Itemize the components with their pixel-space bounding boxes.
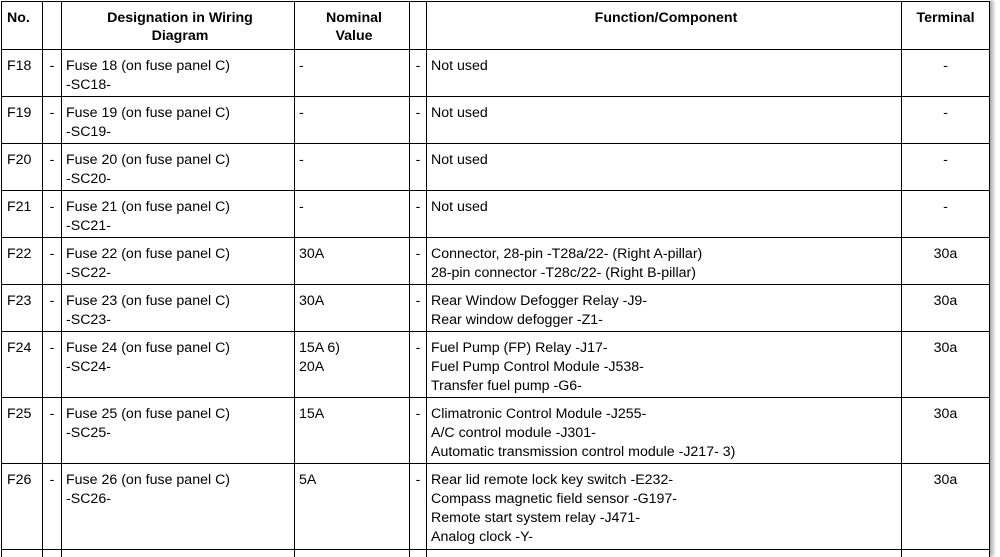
table-body [2, 50, 990, 557]
table-row [2, 97, 990, 144]
nominal-value-line: - [299, 58, 304, 74]
function-component [427, 238, 902, 285]
function-component [427, 398, 902, 464]
designation-code: -SC18- [66, 77, 111, 93]
table-row [2, 50, 990, 97]
separator-dash: - [43, 464, 62, 550]
nominal-value [295, 97, 410, 144]
designation [62, 144, 295, 191]
empty-cell [2, 550, 43, 557]
designation-code: -SC24- [66, 359, 111, 375]
designation-code: -SC19- [66, 124, 111, 140]
designation-line: Fuse 26 (on fuse panel C) [66, 472, 231, 488]
function-line: Rear Window Defogger Relay -J9- [431, 293, 648, 309]
separator-dash: - [43, 50, 62, 97]
function-line: 28-pin connector -T28c/22- (Right B-pillar) [431, 265, 696, 281]
designation-line: Fuse 20 (on fuse panel C) [66, 152, 231, 168]
function-component [427, 50, 902, 97]
nominal-value [295, 464, 410, 550]
function-component [427, 285, 902, 332]
function-component [427, 191, 902, 238]
nominal-value-line: - [299, 152, 304, 168]
separator-dash: - [43, 332, 62, 398]
designation [62, 238, 295, 285]
empty-cell [427, 550, 902, 557]
header-designation [62, 2, 295, 50]
fuse-number: F18 [2, 50, 43, 97]
empty-cell [43, 550, 62, 557]
separator-dash: - [410, 50, 427, 97]
designation-line: Fuse 22 (on fuse panel C) [66, 246, 231, 262]
function-line: Analog clock -Y- [431, 529, 533, 545]
table-row [2, 285, 990, 332]
separator-dash: - [410, 332, 427, 398]
terminal: - [902, 97, 990, 144]
function-component [427, 144, 902, 191]
designation-line: Fuse 25 (on fuse panel C) [66, 406, 231, 422]
separator-dash: - [43, 285, 62, 332]
separator-dash: - [410, 238, 427, 285]
terminal: - [902, 191, 990, 238]
function-line: Automatic transmission control module -J217- 3) [431, 444, 736, 460]
separator-dash: - [410, 464, 427, 550]
function-line: Fuel Pump (FP) Relay -J17- [431, 340, 608, 356]
terminal: 30a [902, 464, 990, 550]
designation-line: Fuse 24 (on fuse panel C) [66, 340, 231, 356]
nominal-value [295, 285, 410, 332]
designation-code: -SC23- [66, 312, 111, 328]
empty-cell [62, 550, 295, 557]
designation-line: Fuse 21 (on fuse panel C) [66, 199, 231, 215]
function-line: Connector, 28-pin -T28a/22- (Right A-pillar) [431, 246, 703, 262]
terminal: - [902, 50, 990, 97]
terminal: 30a [902, 332, 990, 398]
header-function: Function/Component [427, 2, 902, 50]
designation-code: -SC22- [66, 265, 111, 281]
fuse-number: F22 [2, 238, 43, 285]
separator-dash: - [410, 191, 427, 238]
designation [62, 191, 295, 238]
table-row [2, 191, 990, 238]
header-designation-line2: Diagram [151, 28, 209, 44]
terminal: 30a [902, 398, 990, 464]
fuse-number: F24 [2, 332, 43, 398]
designation-line: Fuse 23 (on fuse panel C) [66, 293, 231, 309]
terminal: - [902, 144, 990, 191]
header-separator [43, 2, 62, 50]
designation [62, 97, 295, 144]
table-row-partial [2, 550, 990, 557]
header-no: No. [2, 2, 43, 50]
fuse-number: F21 [2, 191, 43, 238]
designation-code: -SC21- [66, 218, 111, 234]
fuse-number: F20 [2, 144, 43, 191]
nominal-value [295, 50, 410, 97]
nominal-value-line: - [299, 105, 304, 121]
header-nominal-line1: Nominal [326, 10, 382, 26]
nominal-value-line: 20A [299, 359, 325, 375]
nominal-value-line: 30A [299, 293, 325, 309]
fuse-number: F23 [2, 285, 43, 332]
designation [62, 285, 295, 332]
separator-dash: - [43, 238, 62, 285]
function-component [427, 332, 902, 398]
table-row [2, 144, 990, 191]
terminal: 30a [902, 238, 990, 285]
separator-dash: - [43, 398, 62, 464]
header-nominal-line2: Value [335, 28, 373, 44]
nominal-value [295, 144, 410, 191]
nominal-value [295, 238, 410, 285]
separator-dash: - [410, 398, 427, 464]
nominal-value-line: 30A [299, 246, 325, 262]
function-line: Not used [431, 199, 488, 215]
function-line: Not used [431, 152, 488, 168]
function-line: Remote start system relay -J471- [431, 510, 640, 526]
function-line: Fuel Pump Control Module -J538- [431, 359, 644, 375]
table-row [2, 238, 990, 285]
function-line: Not used [431, 58, 488, 74]
terminal: 30a [902, 285, 990, 332]
fuse-number: F26 [2, 464, 43, 550]
separator-dash: - [43, 97, 62, 144]
function-line: Rear window defogger -Z1- [431, 312, 603, 328]
nominal-value-line: 15A [299, 406, 325, 422]
designation [62, 464, 295, 550]
designation [62, 332, 295, 398]
nominal-value-line: 15A 6) [299, 340, 341, 356]
nominal-value-line: - [299, 199, 304, 215]
function-line: Rear lid remote lock key switch -E232- [431, 472, 674, 488]
function-line: A/C control module -J301- [431, 425, 596, 441]
table-row [2, 464, 990, 550]
function-component [427, 97, 902, 144]
fuse-table [1, 1, 990, 557]
table-header-row [2, 2, 990, 50]
empty-cell [410, 550, 427, 557]
designation [62, 398, 295, 464]
table-row [2, 398, 990, 464]
header-separator [410, 2, 427, 50]
designation-code: -SC26- [66, 491, 111, 507]
designation-code: -SC25- [66, 425, 111, 441]
separator-dash: - [410, 97, 427, 144]
separator-dash: - [43, 144, 62, 191]
function-line: Transfer fuel pump -G6- [431, 378, 582, 394]
separator-dash: - [410, 144, 427, 191]
header-nominal [295, 2, 410, 50]
nominal-value [295, 398, 410, 464]
separator-dash: - [43, 191, 62, 238]
designation-line: Fuse 18 (on fuse panel C) [66, 58, 231, 74]
table-row [2, 332, 990, 398]
fuse-number: F25 [2, 398, 43, 464]
empty-cell [902, 550, 990, 557]
header-terminal: Terminal [902, 2, 990, 50]
function-line: Not used [431, 105, 488, 121]
empty-cell [295, 550, 410, 557]
designation-line: Fuse 19 (on fuse panel C) [66, 105, 231, 121]
function-component [427, 464, 902, 550]
nominal-value-line: 5A [299, 472, 317, 488]
nominal-value [295, 191, 410, 238]
header-designation-line1: Designation in Wiring [107, 10, 253, 26]
designation-code: -SC20- [66, 171, 111, 187]
function-line: Compass magnetic field sensor -G197- [431, 491, 678, 507]
designation [62, 50, 295, 97]
fuse-number: F19 [2, 97, 43, 144]
function-line: Climatronic Control Module -J255- [431, 406, 647, 422]
nominal-value [295, 332, 410, 398]
separator-dash: - [410, 285, 427, 332]
